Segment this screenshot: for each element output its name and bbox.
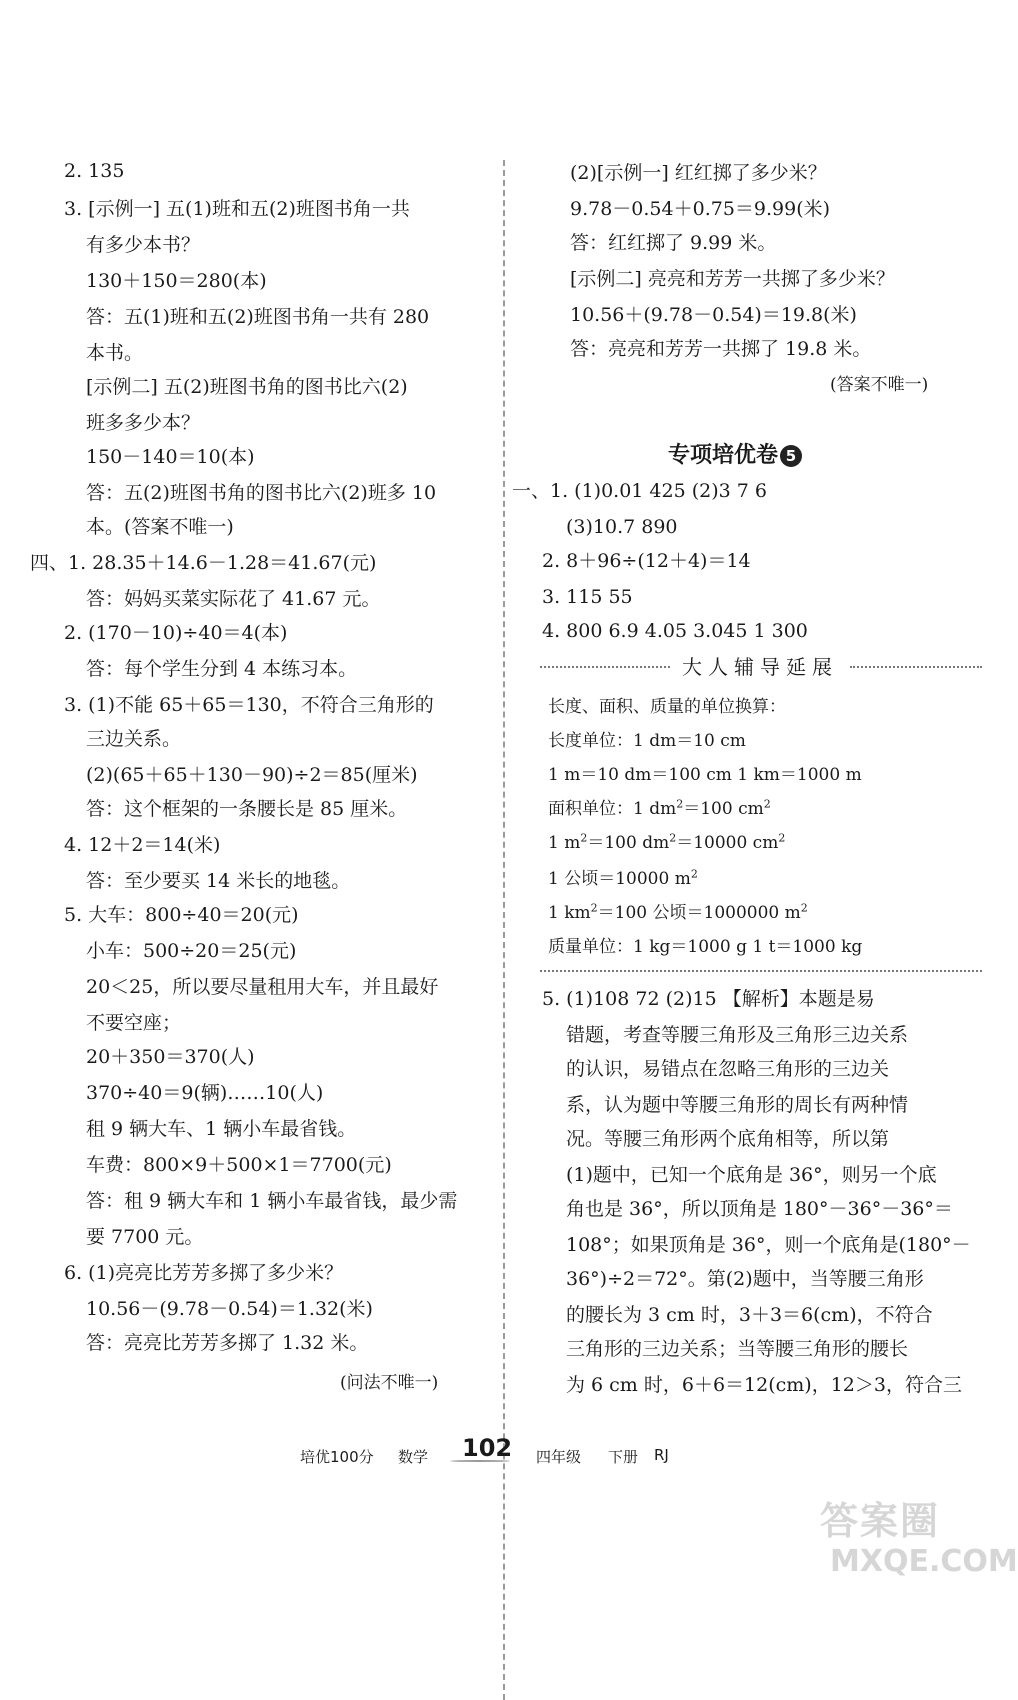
answer-line: 10.56－(9.78－0.54)＝1.32(米): [86, 1298, 373, 1320]
answer-line: 3. (1)不能 65＋65＝130，不符合三角形的: [64, 694, 434, 716]
extension-line: 长度单位：1 dm＝10 cm: [548, 731, 746, 751]
answer-line: 答：五(2)班图书角的图书比六(2)班多 10: [86, 482, 437, 504]
footer-edition: RJ: [654, 1446, 669, 1464]
answer-line: 系，认为题中等腰三角形的周长有两种情: [566, 1094, 909, 1116]
answer-line: 的腰长为 3 cm 时，3＋3＝6(cm)，不符合: [566, 1304, 933, 1326]
answer-line: 4. 12＋2＝14(米): [64, 834, 221, 856]
banner-dots-left: [540, 666, 670, 668]
extension-line: [548, 866, 698, 892]
answer-line: 本。(答案不唯一): [86, 516, 234, 538]
watermark-url: MXQE.COM: [830, 1544, 1018, 1579]
answer-line: 为 6 cm 时，6＋6＝12(cm)，12＞3，符合三: [566, 1374, 962, 1396]
superscript: 2: [580, 831, 588, 845]
answer-line: 2. 8＋96÷(12＋4)＝14: [542, 550, 751, 572]
page-footer: [0, 1434, 996, 1480]
text-segment: ＝100 公顷＝1000000 m: [597, 903, 801, 923]
extension-line: 1 m＝10 dm＝100 cm 1 km＝1000 m: [548, 765, 862, 785]
superscript: 2: [590, 901, 598, 915]
page-number-swoosh: [450, 1460, 510, 1462]
answer-line: 5. 大车：800÷40＝20(元): [64, 904, 299, 926]
answer-line: 小车：500÷20＝25(元): [86, 940, 297, 962]
answer-line: [示例二] 亮亮和芳芳一共掷了多少米？: [570, 268, 895, 290]
extension-bottom-rule: [540, 970, 982, 972]
answer-line: 36°)÷2＝72°。第(2)题中，当等腰三角形: [566, 1268, 924, 1290]
answer-line: 三角形的三边关系；当等腰三角形的腰长: [566, 1338, 909, 1360]
text-segment: ＝10000 cm: [676, 833, 779, 853]
text-segment: 1 km: [548, 903, 591, 923]
answer-line: 错题，考查等腰三角形及三角形三边关系: [566, 1024, 909, 1046]
watermark-text: 答案圈: [820, 1499, 941, 1543]
superscript: 2: [800, 901, 808, 915]
answer-line: 370÷40＝9(辆)……10(人): [86, 1082, 324, 1104]
extension-banner: [540, 652, 982, 682]
answer-line: 答：亮亮和芳芳一共掷了 19.8 米。: [570, 338, 872, 360]
answer-line: 答：五(1)班和五(2)班图书角一共有 280: [86, 306, 430, 328]
superscript: 2: [690, 867, 698, 881]
answer-line: 答：亮亮比芳芳多掷了 1.32 米。: [86, 1332, 369, 1354]
answer-line: 一、1. (1)0.01 425 (2)3 7 6: [512, 480, 767, 502]
answer-line: 6. (1)亮亮比芳芳多掷了多少米？: [64, 1262, 344, 1284]
section-title-text: 专项培优卷: [668, 443, 779, 468]
answer-line: 四、1. 28.35＋14.6－1.28＝41.67(元): [30, 552, 377, 574]
answer-line: 2. 135: [64, 160, 125, 182]
answer-line: 150－140＝10(本): [86, 446, 255, 468]
answer-line: 要 7700 元。: [86, 1226, 204, 1248]
superscript: 2: [763, 797, 771, 811]
answer-line: [示例二] 五(2)班图书角的图书比六(2): [86, 376, 408, 398]
text-segment: ＝100 cm: [683, 799, 764, 819]
answer-line: 的认识，易错点在忽略三角形的三边关: [566, 1058, 890, 1080]
section-number-badge: 5: [780, 445, 802, 467]
extension-line: [548, 830, 785, 856]
answer-line: 10.56＋(9.78－0.54)＝19.8(米): [570, 304, 857, 326]
footer-grade: 四年级: [536, 1448, 582, 1466]
section-title: [668, 438, 802, 469]
watermark: [820, 1490, 1018, 1590]
answer-line: 108°；如果顶角是 36°，则一个底角是(180°－: [566, 1234, 971, 1256]
answer-line: 班多多少本？: [86, 412, 201, 434]
text-segment: ＝100 dm: [587, 833, 670, 853]
footer-subject: 数学: [398, 1448, 429, 1466]
superscript: 2: [676, 797, 684, 811]
banner-dots-right: [850, 666, 982, 668]
answer-line: 20＜25，所以要尽量租用大车，并且最好: [86, 976, 439, 998]
text-segment: 1 m: [548, 833, 581, 853]
answer-line: 答：至少要买 14 米长的地毯。: [86, 870, 351, 892]
answer-line: 答：这个框架的一条腰长是 85 厘米。: [86, 798, 408, 820]
answer-line: (2)[示例一] 红红掷了多少米？: [570, 162, 827, 184]
answer-line: 车费：800×9＋500×1＝7700(元): [86, 1154, 392, 1176]
answer-line: 2. (170－10)÷40＝4(本): [64, 622, 288, 644]
answer-line: 20＋350＝370(人): [86, 1046, 255, 1068]
answer-line: 角也是 36°，所以顶角是 180°－36°－36°＝: [566, 1198, 953, 1220]
answer-line: (1)题中，已知一个底角是 36°，则另一个底: [566, 1164, 937, 1186]
answer-line: 3. [示例一] 五(1)班和五(2)班图书角一共: [64, 198, 410, 220]
answer-line: 答：红红掷了 9.99 米。: [570, 232, 777, 254]
answer-line: 4. 800 6.9 4.05 3.045 1 300: [542, 620, 808, 642]
text-segment: 1 公顷＝10000 m: [548, 869, 691, 889]
answer-line: 不要空座；: [86, 1012, 182, 1034]
page-number: 102: [462, 1434, 513, 1462]
answer-line: (3)10.7 890: [566, 516, 678, 538]
extension-line: [548, 796, 771, 822]
answer-line: 况。等腰三角形两个底角相等，所以第: [566, 1128, 890, 1150]
footer-volume: 下册: [608, 1448, 639, 1466]
answer-line: 5. (1)108 72 (2)15 【解析】本题是易: [542, 988, 875, 1010]
answer-line: 答：租 9 辆大车和 1 辆小车最省钱，最少需: [86, 1190, 458, 1212]
answer-line: 9.78－0.54＋0.75＝9.99(米): [570, 198, 831, 220]
extension-line: [548, 900, 808, 926]
extension-line: 质量单位：1 kg＝1000 g 1 t＝1000 kg: [548, 937, 863, 957]
answer-line: 答：妈妈买菜实际花了 41.67 元。: [86, 588, 381, 610]
extension-line: 长度、面积、质量的单位换算：: [548, 697, 786, 717]
answer-line: 130＋150＝280(本): [86, 270, 267, 292]
answer-line: 三边关系。: [86, 728, 182, 750]
answer-line: 租 9 辆大车、1 辆小车最省钱。: [86, 1118, 357, 1140]
footer-book-title: 培优100分: [300, 1448, 374, 1466]
answer-line: 答：每个学生分到 4 本练习本。: [86, 658, 358, 680]
superscript: 2: [669, 831, 677, 845]
answer-note: (问法不唯一): [340, 1373, 439, 1393]
extension-title: 大人辅导延展: [682, 655, 838, 679]
answer-note: (答案不唯一): [830, 375, 929, 395]
answer-line: 3. 115 55: [542, 586, 633, 608]
answer-line: 本书。: [86, 342, 144, 364]
text-segment: 面积单位：1 dm: [548, 799, 677, 819]
answer-line: (2)(65＋65＋130－90)÷2＝85(厘米): [86, 764, 418, 786]
superscript: 2: [778, 831, 786, 845]
answer-line: 有多少本书？: [86, 234, 201, 256]
